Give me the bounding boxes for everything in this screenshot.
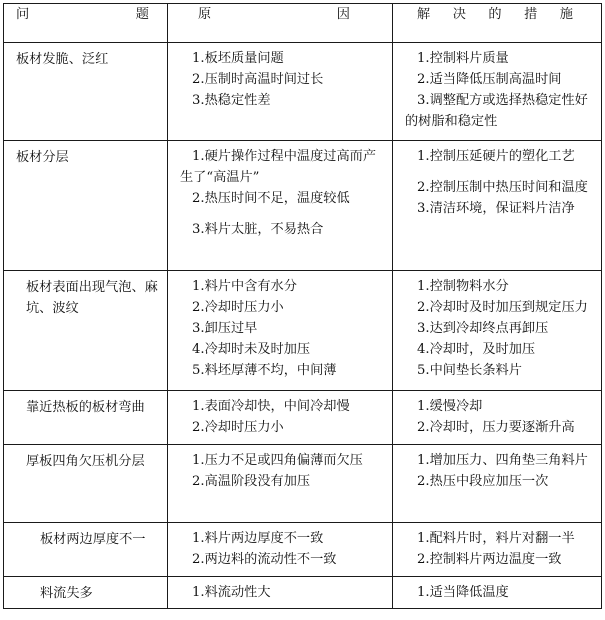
solution-item: 2.冷却时及时加压到规定压力	[417, 300, 588, 315]
solution-item: 2.适当降低压制高温时间	[417, 72, 562, 87]
table-row	[4, 523, 602, 577]
cause-item: 3.卸压过早	[192, 321, 258, 336]
header-problem: 问 题	[4, 4, 168, 43]
solution-item: 3.调整配方或选择热稳定性好的树脂和稳定性	[405, 93, 588, 129]
solution-item: 1.缓慢冷却	[417, 399, 483, 414]
cause-item: 1.料片两边厚度不一致	[192, 531, 324, 546]
solution-item: 4.冷却时，及时加压	[417, 342, 536, 357]
solution-item: 2.控制压制中热压时间和温度	[417, 180, 588, 195]
solution-item: 1.控制物料水分	[417, 279, 509, 294]
solution-item: 3.达到冷却终点再卸压	[417, 321, 549, 336]
cause-cell	[168, 141, 393, 271]
cause-item: 1.料流动性大	[192, 585, 271, 600]
cause-item: 2.压制时高温时间过长	[192, 72, 324, 87]
problem-cell: 靠近热板的板材弯曲	[4, 391, 168, 445]
cause-item: 5.料坯厚薄不均，中间薄	[192, 363, 337, 378]
table-row	[4, 391, 602, 445]
solution-cell	[393, 523, 602, 577]
solution-item: 2.冷却时，压力要逐渐升高	[417, 420, 575, 435]
cause-item: 1.硬片操作过程中温度过高而产生了“高温片”	[180, 149, 377, 185]
problem-cause-solution-table	[3, 3, 602, 609]
problem-cell: 板材两边厚度不一	[4, 523, 168, 577]
problem-cell: 板材表面出现气泡、麻坑、波纹	[4, 271, 168, 391]
table-row	[4, 141, 602, 271]
table-row	[4, 271, 602, 391]
solution-item: 2.控制料片两边温度一致	[417, 552, 562, 567]
problem-cell: 厚板四角欠压机分层	[4, 445, 168, 523]
solution-cell	[393, 141, 602, 271]
problem-cell: 板材发脆、泛红	[4, 43, 168, 141]
cause-item: 2.高温阶段没有加压	[192, 474, 311, 489]
solution-cell	[393, 271, 602, 391]
solution-item: 1.控制压延硬片的塑化工艺	[417, 149, 575, 164]
table-header-row	[4, 4, 602, 43]
header-cause: 原 因	[168, 4, 393, 43]
cause-item: 1.板坯质量问题	[192, 51, 284, 66]
solution-cell	[393, 577, 602, 609]
cause-item: 1.压力不足或四角偏薄而欠压	[192, 453, 363, 468]
cause-item: 1.表面冷却快，中间冷却慢	[192, 399, 350, 414]
cause-cell	[168, 577, 393, 609]
problem-cell: 料流失多	[4, 577, 168, 609]
cause-cell	[168, 523, 393, 577]
solution-item: 1.配料片时，料片对翻一半	[417, 531, 575, 546]
solution-item: 1.控制料片质量	[417, 51, 509, 66]
solution-cell	[393, 445, 602, 523]
problem-cell: 板材分层	[4, 141, 168, 271]
cause-cell	[168, 445, 393, 523]
cause-cell	[168, 271, 393, 391]
table-row	[4, 43, 602, 141]
solution-cell	[393, 43, 602, 141]
solution-item: 1.增加压力、四角垫三角料片	[417, 453, 588, 468]
header-solution: 解 决 的 措 施	[393, 4, 602, 43]
cause-item: 2.热压时间不足，温度较低	[192, 191, 350, 206]
cause-item: 2.冷却时压力小	[192, 420, 284, 435]
cause-item: 3.料片太脏，不易热合	[192, 222, 324, 237]
solution-cell	[393, 391, 602, 445]
cause-cell	[168, 43, 393, 141]
cause-item: 1.料片中含有水分	[192, 279, 297, 294]
cause-item: 2.冷却时压力小	[192, 300, 284, 315]
solution-item: 2.热压中段应加压一次	[417, 474, 549, 489]
cause-item: 3.热稳定性差	[192, 93, 271, 108]
solution-item: 1.适当降低温度	[417, 585, 509, 600]
table-row	[4, 445, 602, 523]
table-row	[4, 577, 602, 609]
cause-item: 4.冷却时未及时加压	[192, 342, 311, 357]
solution-item: 5.中间垫长条料片	[417, 363, 522, 378]
cause-cell	[168, 391, 393, 445]
cause-item: 2.两边料的流动性不一致	[192, 552, 337, 567]
solution-item: 3.清洁环境，保证料片洁净	[417, 201, 575, 216]
